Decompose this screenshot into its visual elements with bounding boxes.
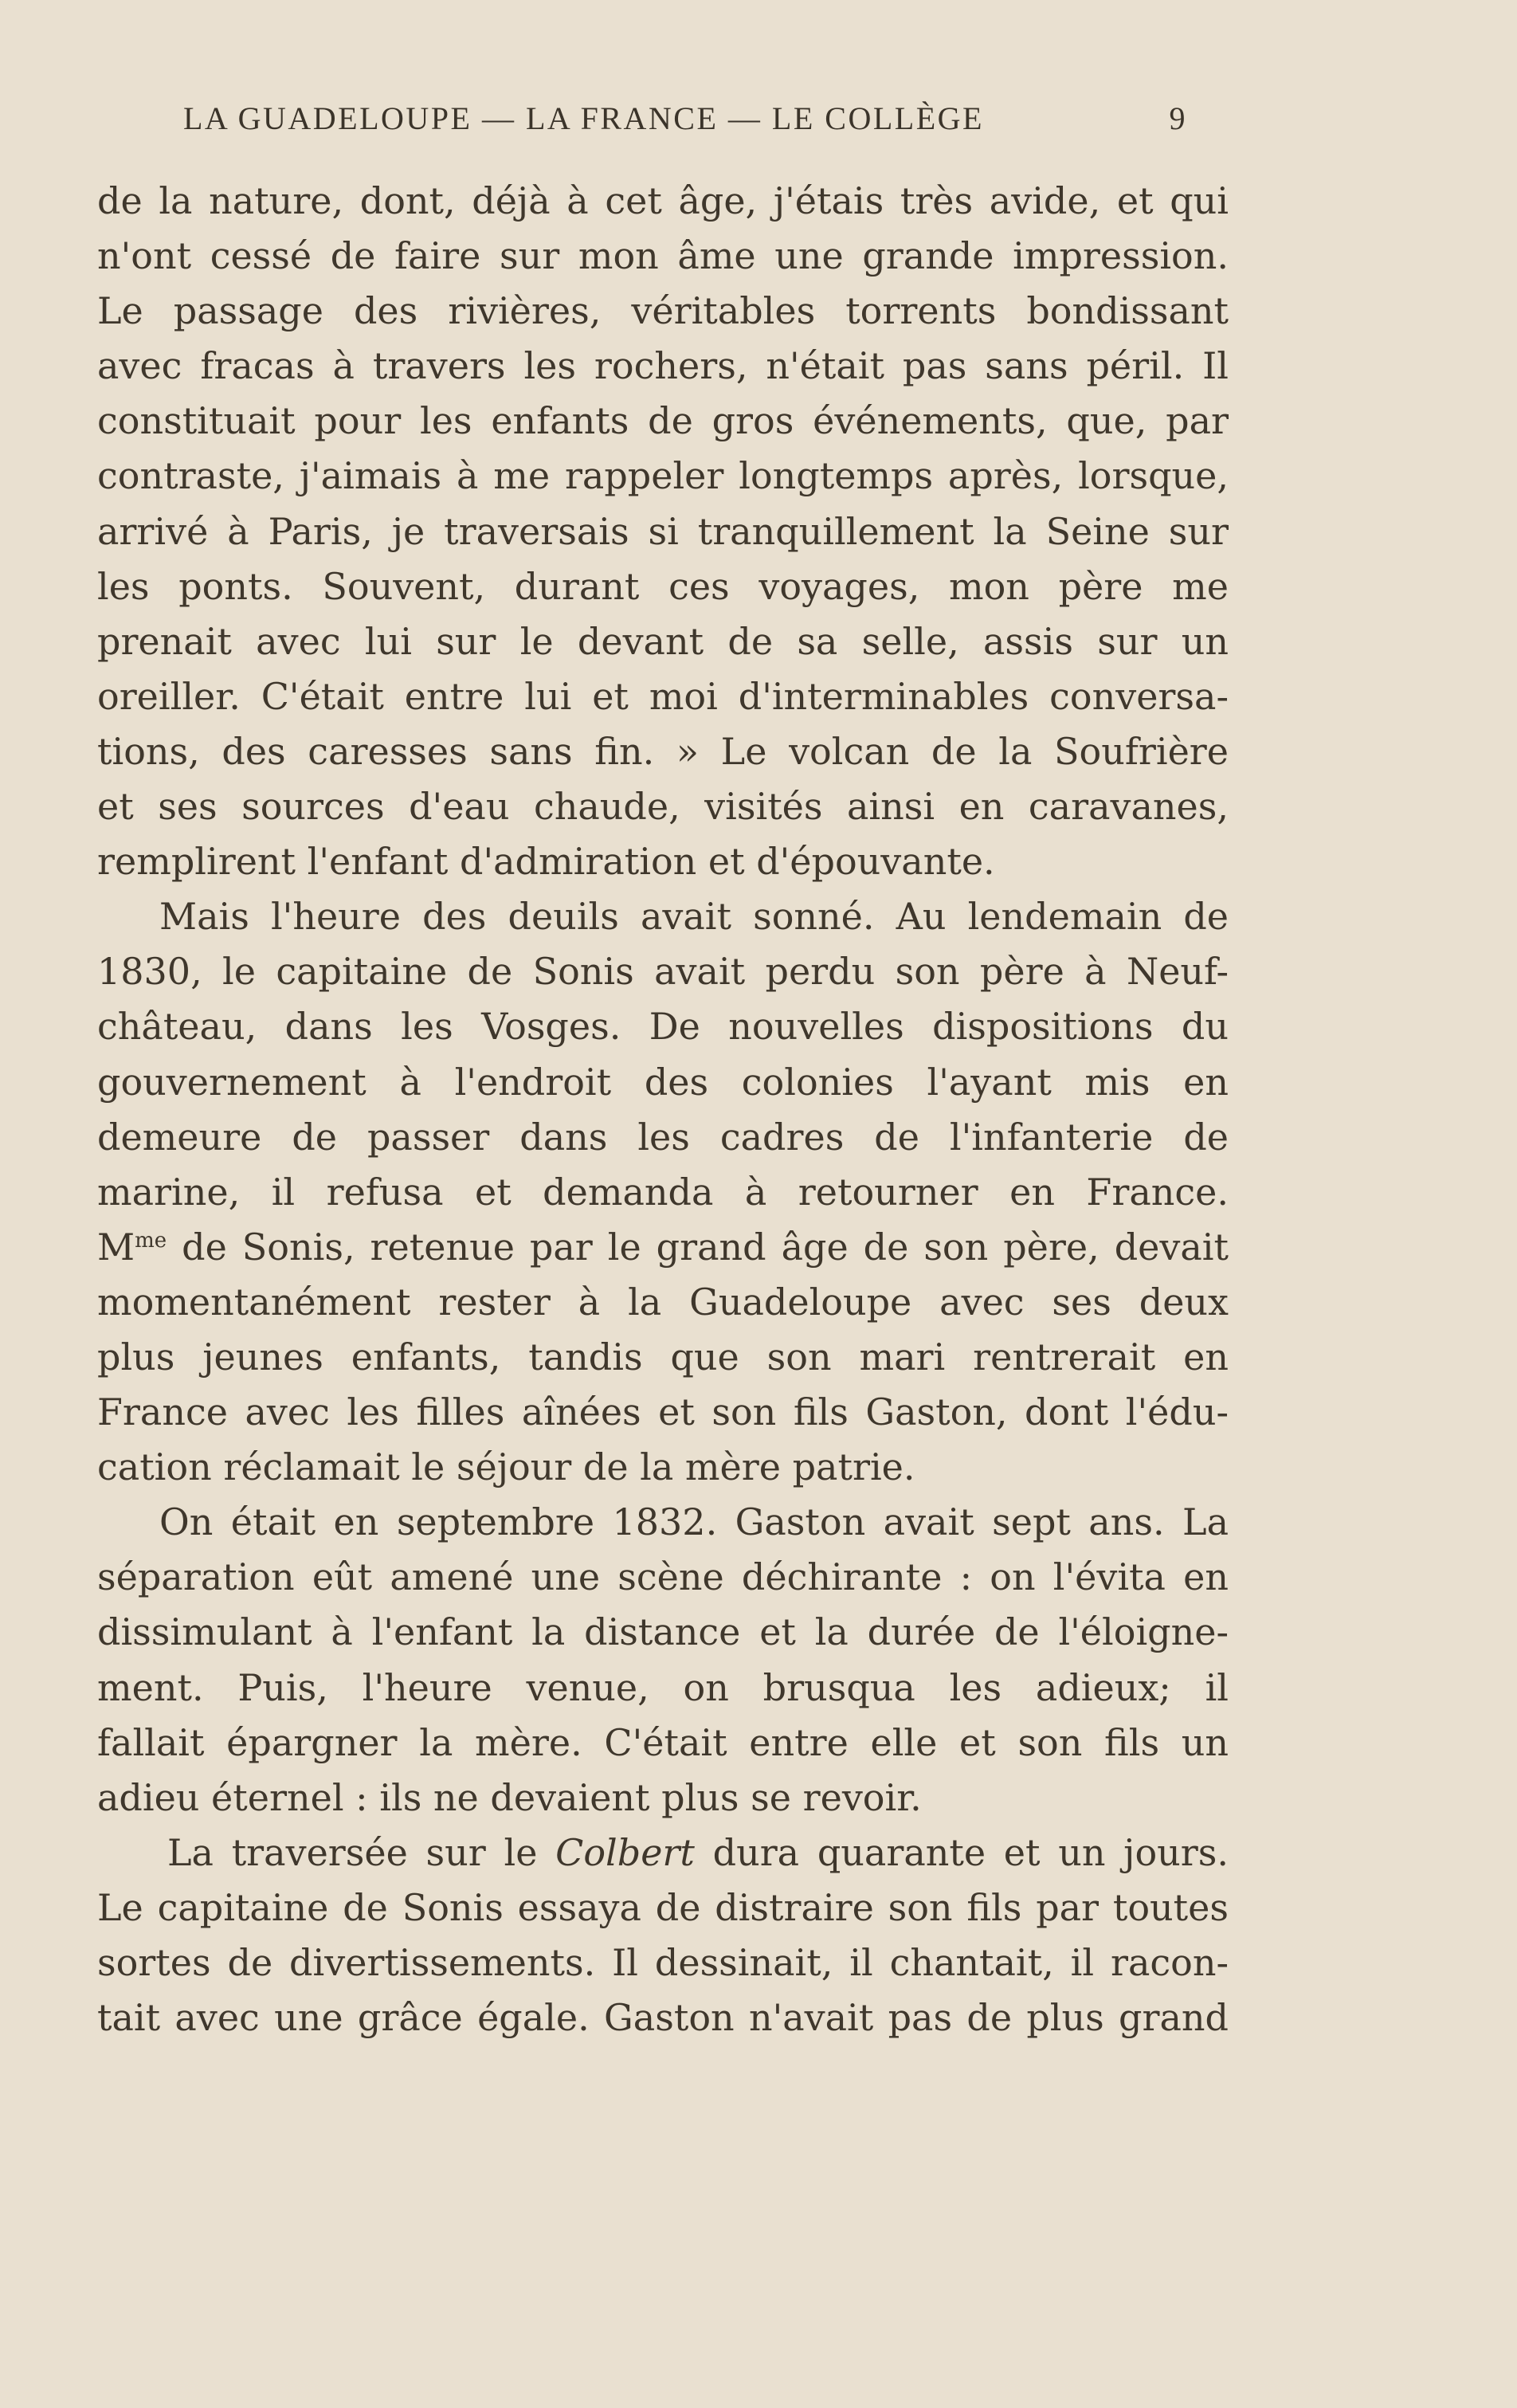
- text-line-start: La traversée sur le: [167, 1830, 556, 1874]
- page-header: [183, 100, 1187, 147]
- text-line: contraste, j'aimais à me rappeler longtemps après, lorsque,: [97, 454, 1229, 498]
- text-line: et ses sources d'eau chaude, visités ainsi en caravanes,: [97, 785, 1229, 829]
- text-line: sortes de divertissements. Il dessinait, il chantait, il racon-: [97, 1941, 1229, 1984]
- text-line: tions, des caresses sans fin. » Le volcan de la Soufrière: [97, 729, 1229, 773]
- text-line: constituait pour les enfants de gros événements, que, par: [97, 399, 1229, 443]
- text-line: avec fracas à travers les rochers, n'était pas sans péril. Il: [97, 344, 1229, 388]
- body-text: [97, 174, 1229, 2045]
- text-line: demeure de passer dans les cadres de l'infanterie de: [97, 1115, 1229, 1159]
- text-line: plus jeunes enfants, tandis que son mari rentrerait en: [97, 1335, 1229, 1379]
- ship-name: Colbert: [555, 1830, 695, 1874]
- text-line: Le capitaine de Sonis essaya de distraire son fils par toutes: [97, 1885, 1229, 1929]
- text-line: remplirent l'enfant d'admiration et d'épouvante.: [97, 840, 995, 884]
- text-line: dissimulant à l'enfant la distance et la durée de l'éloigne-: [97, 1610, 1229, 1654]
- paragraph-start-line: On était en septembre 1832. Gaston avait sept ans. La: [159, 1500, 1229, 1544]
- text-line: prenait avec lui sur le devant de sa selle, assis sur un: [97, 619, 1229, 663]
- text-line: Le passage des rivières, véritables torrents bondissant: [97, 289, 1229, 333]
- text-line: séparation eût amené une scène déchirante : on l'évita en: [97, 1555, 1229, 1599]
- honorific-prefix: M: [97, 1225, 135, 1269]
- text-line: [97, 1220, 1229, 1275]
- paragraph-start-line: [97, 1826, 1229, 1881]
- honorific-superscript: me: [135, 1228, 167, 1253]
- text-line: arrivé à Paris, je traversais si tranquillement la Seine sur: [97, 509, 1229, 553]
- text-line: adieu éternel : ils ne devaient plus se revoir.: [97, 1775, 922, 1819]
- text-line: cation réclamait le séjour de la mère patrie.: [97, 1445, 915, 1489]
- text-line: ment. Puis, l'heure venue, on brusqua les adieux; il: [97, 1665, 1229, 1709]
- text-line: les ponts. Souvent, durant ces voyages, mon père me: [97, 564, 1229, 608]
- running-head: LA GUADELOUPE — LA FRANCE — LE COLLÈGE: [183, 100, 984, 136]
- text-line: France avec les filles aînées et son fils Gaston, dont l'édu-: [97, 1390, 1229, 1434]
- text-line: de la nature, dont, déjà à cet âge, j'étais très avide, et qui: [97, 179, 1229, 222]
- text-line-rest: de Sonis, retenue par le grand âge de son père, devait: [182, 1225, 1229, 1269]
- text-line: oreiller. C'était entre lui et moi d'interminables conversa-: [97, 674, 1229, 718]
- text-line: château, dans les Vosges. De nouvelles dispositions du: [97, 1005, 1229, 1049]
- text-line: n'ont cessé de faire sur mon âme une grande impression.: [97, 234, 1229, 278]
- text-line: tait avec une grâce égale. Gaston n'avait pas de plus grand: [97, 1996, 1229, 2040]
- text-line: gouvernement à l'endroit des colonies l'ayant mis en: [97, 1060, 1229, 1104]
- text-line-rest: dura quarante et un jours.: [712, 1830, 1229, 1874]
- page-number: 9: [1169, 100, 1187, 136]
- text-line: 1830, le capitaine de Sonis avait perdu son père à Neuf-: [97, 950, 1229, 994]
- text-line: marine, il refusa et demanda à retourner en France.: [97, 1170, 1229, 1214]
- paragraph-start-line: Mais l'heure des deuils avait sonné. Au lendemain de: [159, 895, 1229, 939]
- text-line: momentanément rester à la Guadeloupe avec ses deux: [97, 1280, 1229, 1324]
- text-line: fallait épargner la mère. C'était entre elle et son fils un: [97, 1720, 1229, 1764]
